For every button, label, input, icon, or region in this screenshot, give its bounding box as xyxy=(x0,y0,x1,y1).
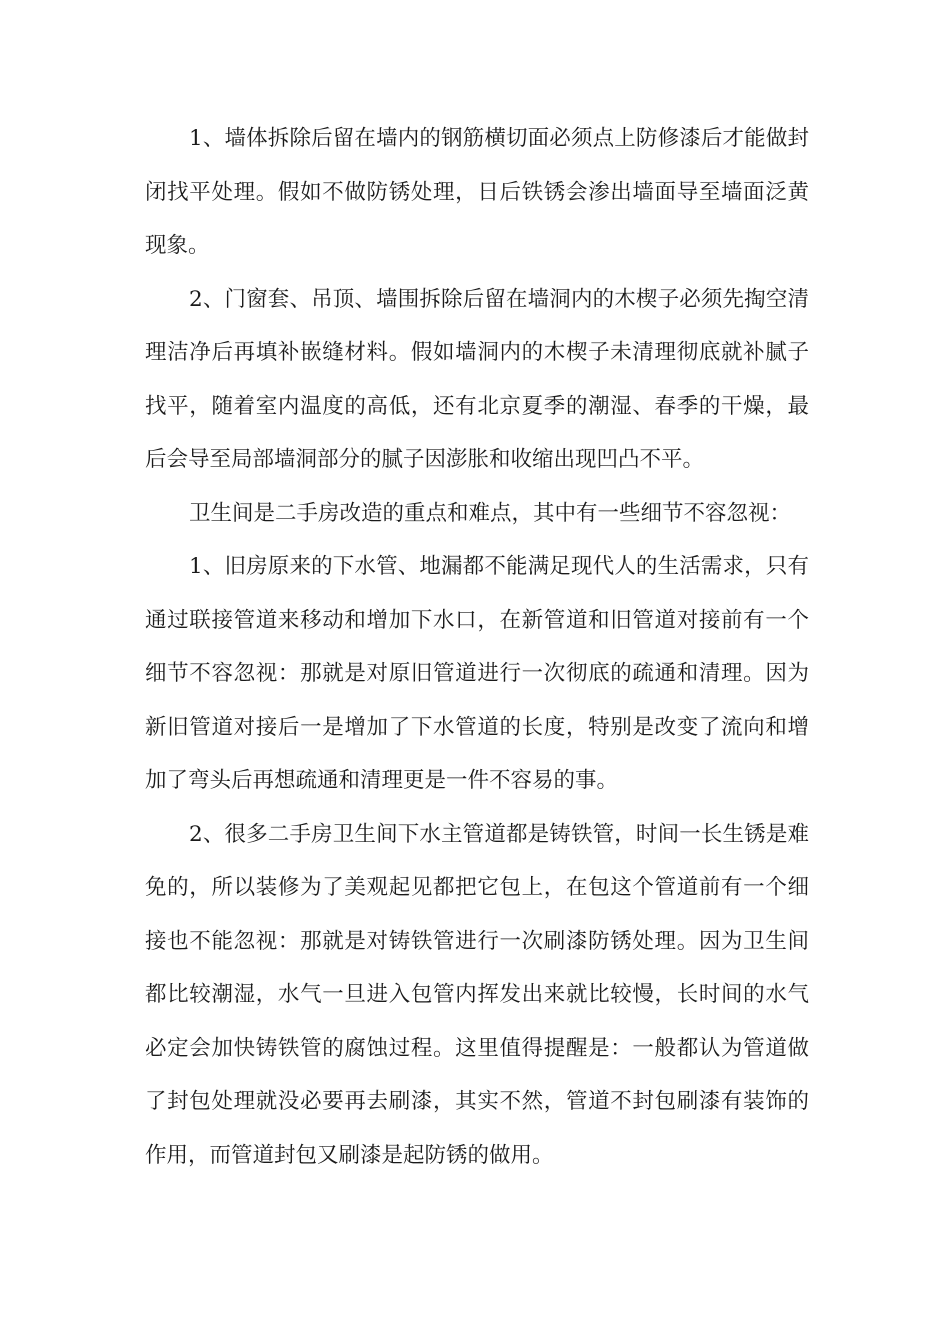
paragraph-wood-wedges: 2、门窗套、吊顶、墙围拆除后留在墙洞内的木楔子必须先掏空清理洁净后再填补嵌缝材料。假如墙洞内的木楔子未清理彻底就补腻子找平，随着室内温度的高低，还有北京夏季的潮湿、春季的干燥，最后会导至局部墙洞部分的腻子因澎胀和收缩出现凹凸不平。 xyxy=(145,286,809,472)
paragraph-wall-rebar: 1、墙体拆除后留在墙内的钢筋横切面必须点上防修漆后才能做封闭找平处理。假如不做防锈处理，日后铁锈会渗出墙面导至墙面泛黄现象。 xyxy=(145,126,809,258)
document-body xyxy=(145,112,809,1182)
paragraph-cast-iron-pipes: 2、很多二手房卫生间下水主管道都是铸铁管，时间一长生锈是难免的，所以装修为了美观起见都把它包上，在包这个管道前有一个细接也不能忽视：那就是对铸铁管进行一次刷漆防锈处理。因为卫生间都比较潮湿，水气一旦进入包管内挥发出来就比较慢，长时间的水气必定会加快铸铁管的腐蚀过程。这里值得提醒是：一般都认为管道做了封包处理就没必要再去刷漆，其实不然，管道不封包刷漆有装饰的作用，而管道封包又刷漆是起防锈的做用。 xyxy=(145,821,809,1168)
paragraph-bathroom-intro: 卫生间是二手房改造的重点和难点，其中有一些细节不容忽视： xyxy=(189,500,792,526)
paragraph-drain-pipes: 1、旧房原来的下水管、地漏都不能满足现代人的生活需求，只有通过联接管道来移动和增加下水口，在新管道和旧管道对接前有一个细节不容忽视：那就是对原旧管道进行一次彻底的疏通和清理。因为新旧管道对接后一是增加了下水管道的长度，特别是改变了流向和增加了弯头后再想疏通和清理更是一件不容易的事。 xyxy=(145,554,809,793)
